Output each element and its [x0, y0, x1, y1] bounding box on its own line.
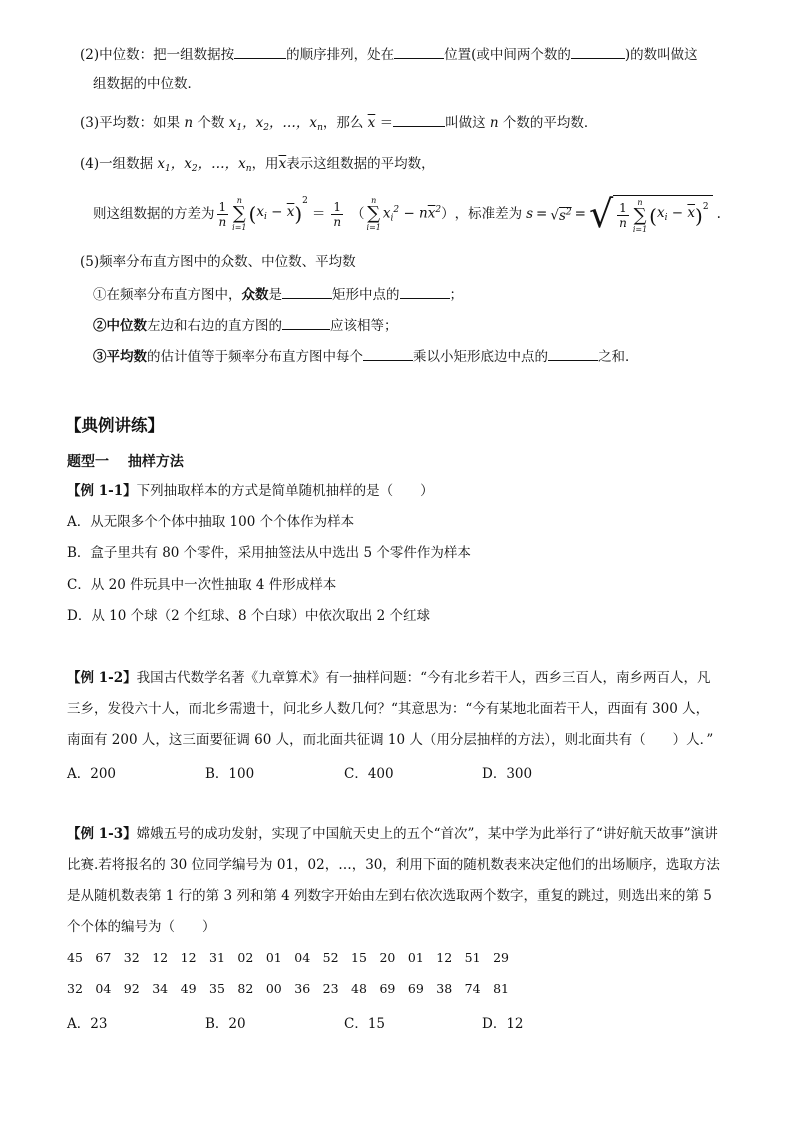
option-c: C．400	[344, 766, 394, 782]
option-a: A．从无限多个个体中抽取 100 个个体作为样本	[67, 514, 355, 530]
sqrt-content: $\frac{1}{n}$ n ∑ i=1 ( $x_i - \overline{x}$ ) $^2$	[613, 195, 712, 234]
option-b: B．盒子里共有 80 个零件，采用抽签法从中选出 5 个零件作为样本	[67, 545, 471, 561]
variance-intro	[80, 155, 435, 178]
sqrt-s2: $√s^2$	[550, 207, 572, 224]
sqrt-icon: √	[588, 192, 614, 236]
text-fragment: ；	[449, 287, 463, 303]
variable-n: n	[184, 115, 194, 131]
equals-sign: =	[536, 206, 548, 222]
fill-blank	[571, 45, 625, 59]
example-1-3-line2: 比赛.若将报名的 30 位同学编号为 01，02，…，30，利用下面的随机数表来决定他们的出场顺序，选取方法	[67, 857, 720, 873]
text-fragment: 矩形中点的	[332, 287, 400, 303]
option-b: B．20	[205, 1016, 246, 1032]
text-fragment: ，用	[251, 156, 279, 172]
equals-sign: ＝	[311, 206, 326, 222]
text-fragment: 表示这组数据的平均数，	[286, 156, 435, 172]
text-fragment: (3)平均数：如果	[80, 115, 181, 131]
example-tag: 【例 1-3】	[67, 826, 137, 842]
example-1-2-line1	[67, 669, 711, 687]
fraction-1-over-n: $\frac{1}{n}$	[333, 199, 342, 229]
option-b: B．100	[205, 766, 255, 782]
period: .	[716, 206, 721, 222]
histogram-mode	[93, 285, 463, 304]
mean-definition: (3)平均数：如果 n 个数 $x_1$，$x_2$，…，$x_n$，那么 $\overline{x}$ ＝ 叫做这 n 个数的平均数．	[80, 115, 598, 133]
text-fragment: 叫做这	[445, 115, 486, 131]
text-fragment: ，那么	[322, 115, 364, 131]
question-text: 下列抽取样本的方式是简单随机抽样的是（ ）	[136, 483, 434, 499]
example-1-3-line4: 个个体的编号为（ ）	[67, 919, 216, 935]
fill-blank	[282, 285, 332, 299]
option-d: D．从 10 个球（2 个红球、8 个白球）中依次取出 2 个红球	[67, 608, 431, 624]
math-term: s	[526, 206, 534, 222]
text-fragment: (2)中位数：把一组数据按	[80, 47, 235, 63]
text-fragment: 的估计值等于频率分布直方图中每个	[147, 349, 363, 365]
example-tag: 【例 1-2】	[67, 670, 137, 686]
text-fragment: 位置(或中间两个数的	[444, 47, 571, 63]
math-sequence: $x_1$，$x_2$，…，$x_n$	[228, 115, 323, 133]
x-bar-symbol: $\overline{x}$	[367, 115, 376, 131]
histogram-mean	[93, 347, 639, 366]
question-text: 嫦娥五号的成功发射，实现了中国航天史上的五个“首次”，某中学为此举行了“讲好航天故事”演讲	[136, 826, 718, 842]
text-fragment: 之和．	[598, 349, 639, 365]
math-paren: )	[294, 202, 303, 226]
text-fragment: ，标准差为	[454, 206, 523, 222]
fill-blank	[234, 45, 286, 59]
fill-blank	[394, 45, 444, 59]
math-sequence: $x_1$，$x_2$，…，$x_n$	[157, 156, 252, 174]
histogram-intro: (5)频率分布直方图中的众数、中位数、平均数	[80, 254, 356, 270]
text-fragment: 的顺序排列，处在	[286, 47, 395, 63]
question-text: 我国古代数学名著《九章算术》有一抽样问题：“今有北乡若干人，西乡三百人，南乡两百人，凡	[136, 670, 711, 686]
sum-symbol: n ∑ i=1	[366, 196, 381, 232]
text-fragment: 乘以小矩形底边中点的	[413, 349, 548, 365]
fill-blank	[393, 113, 445, 127]
option-c: C．15	[344, 1016, 386, 1032]
bold-term: ③平均数	[93, 349, 147, 365]
bold-term: 众数	[241, 287, 269, 303]
text-fragment: 左边和右边的直方图的	[147, 318, 282, 334]
math-paren: )	[695, 203, 703, 228]
math-paren: (	[248, 202, 257, 226]
bold-term: ②中位数	[93, 318, 147, 334]
fill-blank	[548, 347, 598, 361]
text-fragment: (4)一组数据	[80, 156, 154, 172]
random-number-row-1: 45 67 32 12 12 31 02 01 04 52 15 20 01 12 51 29	[67, 950, 509, 965]
option-d: D．300	[482, 766, 533, 782]
example-1-2-line3: 南面有 200 人，这三面要征调 60 人，而北面共征调 10 人（用分层抽样的方法），则北面共有（ ）人．”	[67, 732, 714, 748]
example-1-3-line1	[67, 825, 718, 843]
section-title: 【典例讲练】	[65, 416, 164, 435]
histogram-median	[93, 316, 398, 335]
text-fragment: 则这组数据的方差为	[93, 206, 215, 222]
option-d: D．12	[482, 1016, 524, 1032]
sum-symbol: n ∑ i=1	[232, 196, 247, 232]
variance-formula-line: 则这组数据的方差为 $\frac{1}{n}$ n ∑ i=1 ( $x_i - \overline{x}$ ) $^2$ ＝ $\frac{1}{n}$ （ n ∑ i=1 $x_i^2 - n\overline{x}^2$ ） ，标准差为 s = $√s^2$ = √ $\frac{1}{n}$ n ∑ i=1 ( $x_i - \overline{x}$ ) $^2$ .	[93, 192, 721, 236]
variable-n: n	[489, 115, 499, 131]
median-definition-line1	[80, 45, 698, 64]
type-title: 题型一 抽样方法	[67, 454, 184, 470]
text-fragment: 应该相等；	[330, 318, 398, 334]
text-fragment: 个数	[197, 115, 225, 131]
text-fragment: 是	[268, 287, 282, 303]
fraction-1-over-n: $\frac{1}{n}$	[619, 201, 627, 230]
fraction-1-over-n: $\frac{1}{n}$	[218, 199, 227, 229]
option-a: A．23	[67, 1016, 108, 1032]
fill-blank	[363, 347, 413, 361]
text-fragment: ①在频率分布直方图中，	[93, 287, 242, 303]
example-1-2-line2: 三乡，发役六十人，而北乡需遗十，问北乡人数几何？“其意思为：“今有某地北面若干人，西面有 300 人，	[67, 701, 710, 717]
math-paren: （	[351, 206, 365, 222]
fill-blank	[400, 285, 450, 299]
text-fragment: 个数的平均数．	[502, 115, 598, 131]
option-a: A．200	[67, 766, 117, 782]
math-paren: (	[649, 203, 657, 228]
example-1-3-line3: 是从随机数表第 1 行的第 3 列和第 4 列数字开始由左到右依次选取两个数字，重复的跳过，则选出来的第 5	[67, 888, 712, 904]
math-paren: ）	[441, 206, 455, 222]
example-tag: 【例 1-1】	[67, 483, 137, 499]
math-term: $x_i^2 - n\overline{x}^2$	[382, 204, 442, 224]
example-1-1-question	[67, 482, 434, 500]
fill-blank	[282, 316, 330, 330]
random-number-row-2: 32 04 92 34 49 35 82 00 36 23 48 69 69 38 74 81	[67, 981, 509, 996]
math-term: $x_i - \overline{x}$	[256, 203, 295, 222]
math-term: $x_i - \overline{x}$	[656, 205, 696, 223]
equals-sign: =	[574, 206, 586, 222]
option-c: C．从 20 件玩具中一次性抽取 4 件形成样本	[67, 577, 337, 593]
x-bar-symbol: $\overline{x}$	[278, 156, 287, 172]
sqrt-expression	[588, 192, 713, 236]
median-definition-line2: 组数据的中位数．	[93, 76, 201, 92]
sum-symbol: n ∑ i=1	[632, 197, 648, 234]
text-fragment: )的数叫做这	[624, 47, 698, 63]
